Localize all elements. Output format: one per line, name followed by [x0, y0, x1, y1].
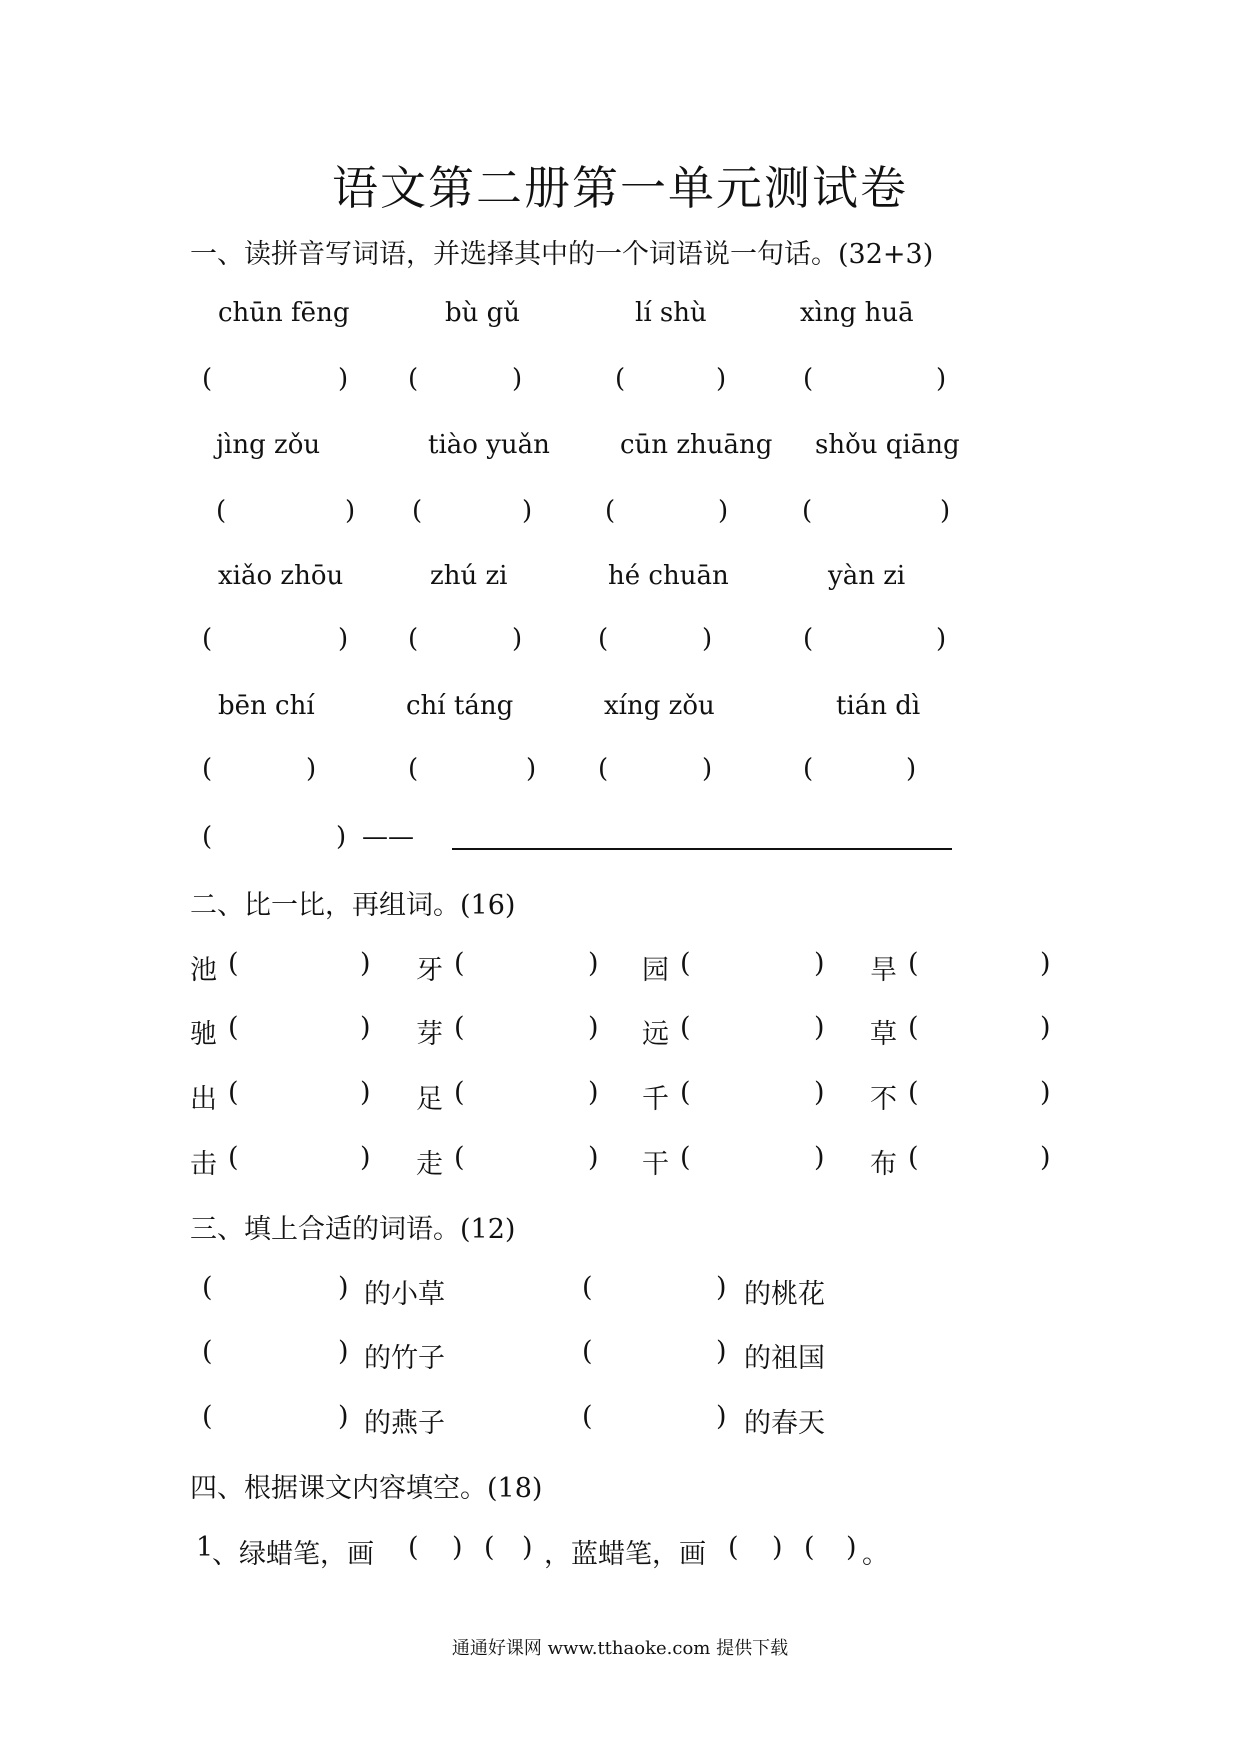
compare-char: 远	[642, 1019, 669, 1050]
answer-blank[interactable]: (	[454, 948, 465, 979]
sentence-word-blank: )	[336, 822, 347, 852]
answer-blank[interactable]: (	[408, 364, 419, 394]
fill-word: 的燕子	[364, 1408, 445, 1439]
compare-char: 牙	[416, 955, 443, 986]
section4-heading: 四、根据课文内容填空。(18)	[190, 1473, 543, 1504]
answer-blank: )	[345, 496, 356, 526]
answer-blank: )	[1040, 1142, 1051, 1173]
answer-blank[interactable]: (	[454, 1142, 465, 1173]
fill-word: 的桃花	[744, 1279, 825, 1310]
answer-blank: )	[522, 1532, 533, 1563]
compare-char: 走	[416, 1149, 443, 1180]
answer-blank: )	[588, 1142, 599, 1173]
answer-blank[interactable]: (	[804, 1532, 815, 1563]
compare-char: 击	[190, 1149, 217, 1180]
answer-blank: )	[360, 1012, 371, 1043]
section2-heading: 二、比一比，再组词。(16)	[190, 890, 516, 921]
answer-blank[interactable]: (	[202, 624, 213, 654]
answer-blank: )	[526, 754, 537, 784]
sentence-dash: ——	[362, 822, 414, 852]
answer-blank: )	[512, 624, 523, 654]
answer-blank: )	[1040, 1012, 1051, 1043]
answer-blank: )	[846, 1532, 857, 1563]
answer-blank[interactable]: (	[680, 1012, 691, 1043]
answer-blank[interactable]: (	[582, 1272, 593, 1303]
fill-word: 的祖国	[744, 1343, 825, 1374]
answer-blank[interactable]: (	[680, 1077, 691, 1108]
answer-blank[interactable]: (	[202, 1336, 213, 1367]
pinyin-item: lí shù	[635, 298, 707, 328]
answer-blank[interactable]: (	[680, 948, 691, 979]
answer-blank: )	[772, 1532, 783, 1563]
answer-blank: )	[452, 1532, 463, 1563]
answer-blank[interactable]: (	[605, 496, 616, 526]
answer-blank[interactable]: (	[228, 1142, 239, 1173]
section1-heading: 一、读拼音写词语，并选择其中的一个词语说一句话。(32+3)	[190, 239, 934, 270]
answer-blank: )	[936, 624, 947, 654]
fill-word: 的竹子	[364, 1343, 445, 1374]
answer-blank: )	[814, 1077, 825, 1108]
answer-blank: )	[512, 364, 523, 394]
pinyin-item: hé chuān	[608, 561, 729, 591]
answer-blank: )	[716, 1272, 727, 1303]
answer-blank[interactable]: (	[202, 1272, 213, 1303]
answer-blank[interactable]: (	[908, 1077, 919, 1108]
page-title: 语文第二册第一单元测试卷	[332, 161, 908, 215]
answer-blank: )	[702, 624, 713, 654]
pinyin-item: jìng zǒu	[216, 430, 321, 460]
answer-blank[interactable]: (	[908, 1142, 919, 1173]
answer-blank: )	[338, 1401, 349, 1432]
pinyin-item: tián dì	[836, 691, 921, 721]
answer-blank[interactable]: (	[202, 754, 213, 784]
compare-char: 布	[870, 1149, 897, 1180]
compare-char: 干	[642, 1149, 669, 1180]
compare-char: 旱	[870, 955, 897, 986]
answer-blank[interactable]: (	[228, 1077, 239, 1108]
answer-blank[interactable]: (	[202, 1401, 213, 1432]
answer-blank: )	[338, 624, 349, 654]
answer-blank: )	[906, 754, 917, 784]
answer-blank: )	[716, 364, 727, 394]
answer-blank[interactable]: (	[728, 1532, 739, 1563]
answer-blank[interactable]: (	[228, 1012, 239, 1043]
answer-blank: )	[360, 948, 371, 979]
pinyin-item: xìng huā	[800, 298, 914, 328]
answer-blank[interactable]: (	[408, 624, 419, 654]
answer-blank[interactable]: (	[454, 1077, 465, 1108]
sentence-word-blank[interactable]: (	[202, 822, 213, 852]
compare-char: 千	[642, 1084, 669, 1115]
answer-blank[interactable]: (	[454, 1012, 465, 1043]
answer-blank[interactable]: (	[484, 1532, 495, 1563]
compare-char: 芽	[416, 1019, 443, 1050]
section3-heading: 三、填上合适的词语。(12)	[190, 1214, 516, 1245]
answer-blank[interactable]: (	[803, 754, 814, 784]
answer-blank: )	[716, 1336, 727, 1367]
answer-blank[interactable]: (	[908, 1012, 919, 1043]
compare-char: 池	[190, 955, 217, 986]
answer-blank: )	[588, 948, 599, 979]
compare-char: 出	[190, 1084, 217, 1115]
answer-blank[interactable]: (	[408, 754, 419, 784]
answer-blank[interactable]: (	[803, 624, 814, 654]
answer-blank: )	[814, 1012, 825, 1043]
answer-blank: )	[360, 1077, 371, 1108]
fill-word: 的春天	[744, 1408, 825, 1439]
answer-blank[interactable]: (	[582, 1336, 593, 1367]
compare-char: 驰	[190, 1019, 217, 1050]
answer-blank[interactable]: (	[582, 1401, 593, 1432]
question-number: 1	[196, 1532, 214, 1563]
answer-blank: )	[360, 1142, 371, 1173]
answer-blank[interactable]: (	[680, 1142, 691, 1173]
compare-char: 不	[870, 1084, 897, 1115]
question-end: 。	[862, 1539, 889, 1570]
answer-blank: )	[522, 496, 533, 526]
answer-blank[interactable]: (	[202, 364, 213, 394]
sentence-line[interactable]	[452, 848, 952, 850]
answer-blank: )	[1040, 1077, 1051, 1108]
answer-blank[interactable]: (	[803, 364, 814, 394]
question-text: 、绿蜡笔，画	[212, 1539, 374, 1570]
pinyin-item: chūn fēng	[218, 298, 350, 328]
pinyin-item: xíng zǒu	[604, 691, 715, 721]
answer-blank: )	[1040, 948, 1051, 979]
answer-blank: )	[306, 754, 317, 784]
answer-blank[interactable]: (	[408, 1532, 419, 1563]
answer-blank[interactable]: (	[412, 496, 423, 526]
answer-blank: )	[718, 496, 729, 526]
pinyin-item: tiào yuǎn	[428, 430, 550, 460]
answer-blank[interactable]: (	[615, 364, 626, 394]
fill-word: 的小草	[364, 1279, 445, 1310]
answer-blank: )	[338, 1272, 349, 1303]
pinyin-item: bù gǔ	[445, 298, 521, 328]
answer-blank: )	[338, 364, 349, 394]
answer-blank: )	[702, 754, 713, 784]
pinyin-item: yàn zi	[828, 561, 906, 591]
answer-blank: )	[338, 1336, 349, 1367]
compare-char: 足	[416, 1084, 443, 1115]
pinyin-item: chí táng	[406, 691, 514, 721]
answer-blank: )	[588, 1012, 599, 1043]
footer: 通通好课网 www.tthaoke.com 提供下载	[451, 1638, 789, 1659]
answer-blank[interactable]: (	[802, 496, 813, 526]
pinyin-item: cūn zhuāng	[620, 430, 773, 460]
answer-blank: )	[940, 496, 951, 526]
answer-blank[interactable]: (	[228, 948, 239, 979]
pinyin-item: xiǎo zhōu	[218, 561, 344, 591]
answer-blank[interactable]: (	[598, 624, 609, 654]
answer-blank: )	[936, 364, 947, 394]
pinyin-item: bēn chí	[218, 691, 315, 721]
answer-blank: )	[814, 948, 825, 979]
pinyin-item: shǒu qiāng	[815, 430, 960, 460]
answer-blank[interactable]: (	[598, 754, 609, 784]
question-text: ，蓝蜡笔，画	[544, 1539, 706, 1570]
compare-char: 草	[870, 1019, 897, 1050]
answer-blank: )	[588, 1077, 599, 1108]
compare-char: 园	[642, 955, 669, 986]
answer-blank[interactable]: (	[216, 496, 227, 526]
pinyin-item: zhú zi	[430, 561, 508, 591]
answer-blank: )	[814, 1142, 825, 1173]
answer-blank[interactable]: (	[908, 948, 919, 979]
answer-blank: )	[716, 1401, 727, 1432]
